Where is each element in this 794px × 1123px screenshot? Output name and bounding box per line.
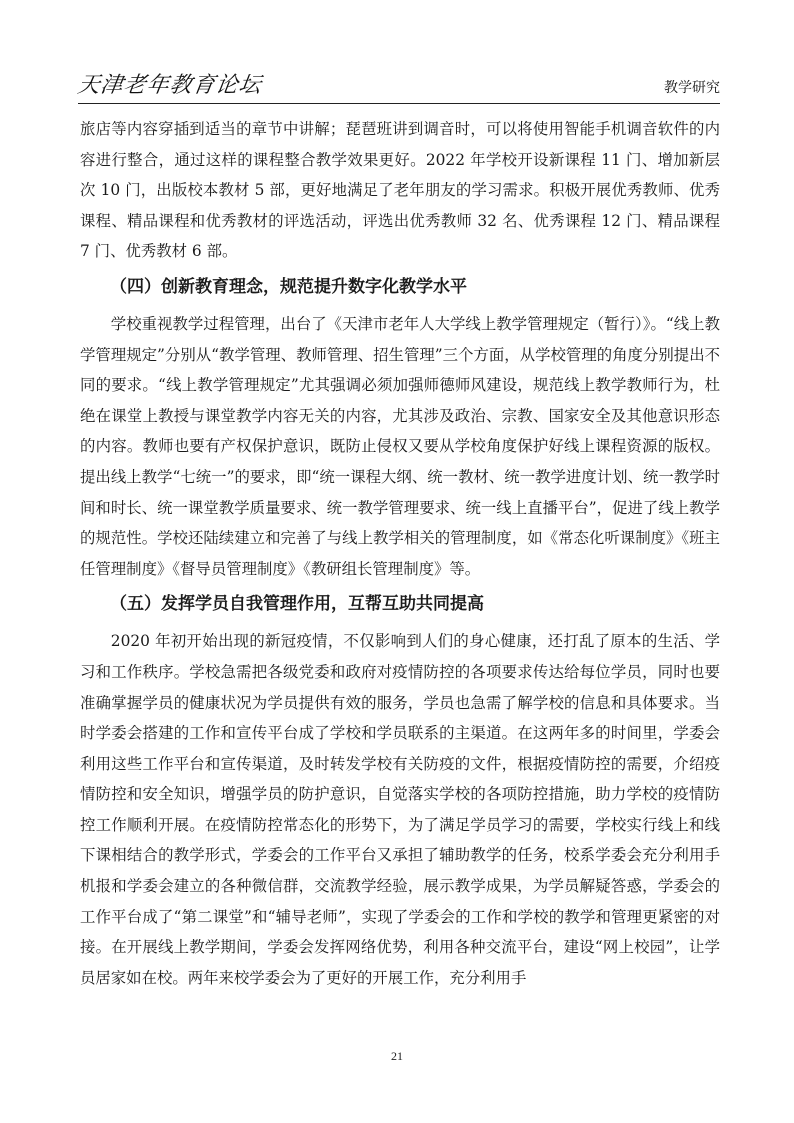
section-heading: （四）创新教育理念，规范提升数字化教学水平: [110, 276, 467, 297]
header-divider: [78, 103, 720, 104]
section-heading: （五）发挥学员自我管理作用，互帮互助共同提高: [110, 594, 484, 615]
section-label: 教学研究: [664, 80, 720, 96]
page-number: 21: [391, 1049, 403, 1063]
body-paragraph: 旅店等内容穿插到适当的章节中讲解；琵琶班讲到调音时，可以将使用智能手机调音软件的内容进行整合，通过这样的课程整合教学效果更好。2022 年学校开设新课程 11 门、增加新层次 10 门，出版校本教材 5 部，更好地满足了老年朋友的学习需求。积极开展优秀教师、优秀课程、精品课程和优秀教材的评选活动，评选出优秀教师 32 名、优秀课程 12 门、精品课程 7 门、优秀教材 6 部。: [80, 120, 720, 261]
page-header: [75, 68, 720, 98]
body-paragraph: 2020 年初开始出现的新冠疫情，不仅影响到人们的身心健康，还打乱了原本的生活、学习和工作秩序。学校急需把各级党委和政府对疫情防控的各项要求传达给每位学员，同时也要准确掌握学员的健康状况为学员提供有效的服务，学员也急需了解学校的信息和具体要求。当时学委会搭建的工作和宣传平台成了学校和学员联系的主渠道。在这两年多的时间里，学委会利用这些工作平台和宣传渠道，及时转发学校有关防疫的文件，根据疫情防控的需要，介绍疫情防控和安全知识，增强学员的防护意识，自觉落实学校的各项防控措施，助力学校的疫情防控工作顺利开展。在疫情防控常态化的形势下，为了满足学员学习的需要，学校实行线上和线下课相结合的教学形式，学委会的工作平台又承担了辅助教学的任务，校系学委会充分利用手机报和学委会建立的各种微信群，交流教学经验，展示教学成果，为学员解疑答惑，学委会的工作平台成了“第二课堂”和“辅导老师”，实现了学委会的工作和学校的教学和管理更紧密的对接。在开展线上教学期间，学委会发挥网络优势，利用各种交流平台，建设“网上校园”，让学员居家如在校。两年来校学委会为了更好的开展工作，充分利用手: [80, 632, 720, 987]
body-paragraph: 学校重视教学过程管理，出台了《天津市老年人大学线上教学管理规定（暂行）》。“线上教学管理规定”分别从“教学管理、教师管理、招生管理”三个方面，从学校管理的角度分别提出不同的要求。“线上教学管理规定”尤其强调必须加强师德师风建设，规范线上教学教师行为，杜绝在课堂上教授与课堂教学内容无关的内容，尤其涉及政治、宗教、国家安全及其他意识形态的内容。教师也要有产权保护意识，既防止侵权又要从学校角度保护好线上课程资源的版权。提出线上教学“七统一”的要求，即“统一课程大纲、统一教材、统一教学进度计划、统一教学时间和时长、统一课堂教学质量要求、统一教学管理要求、统一线上直播平台”，促进了线上教学的规范性。学校还陆续建立和完善了与线上教学相关的管理制度，如《常态化听课制度》《班主任管理制度》《督导员管理制度》《教研组长管理制度》等。: [80, 314, 720, 578]
article-body: [80, 114, 720, 993]
masthead-logo: 天津老年教育论坛: [75, 73, 264, 98]
